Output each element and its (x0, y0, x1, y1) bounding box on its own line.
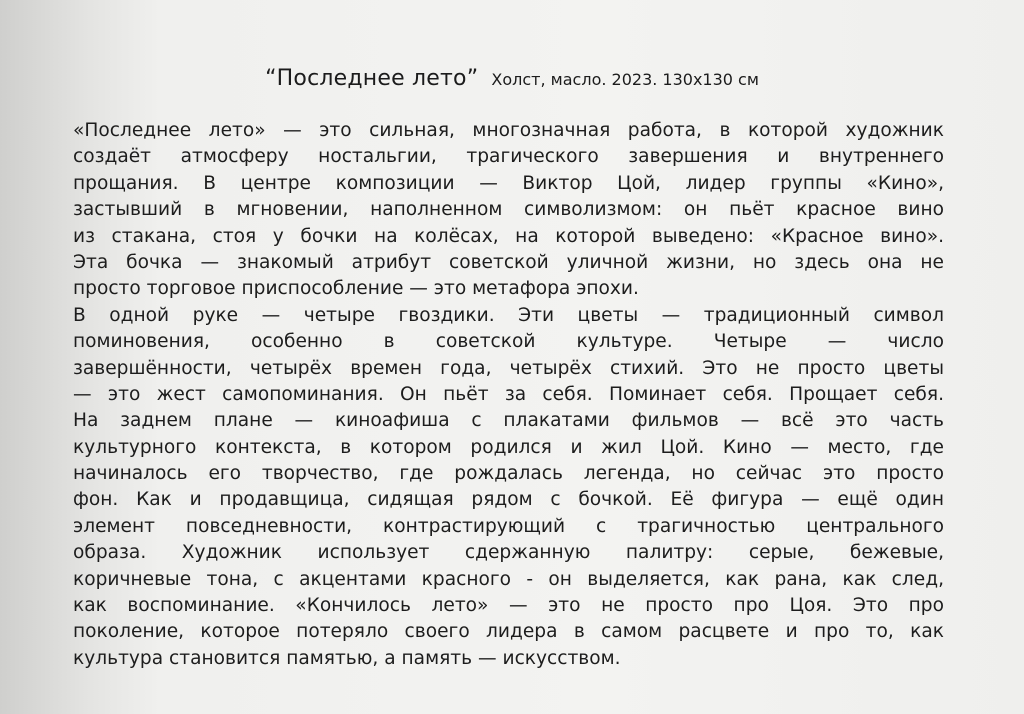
text-line: В одной руке — четыре гвоздики. Эти цветы — традиционный символ (73, 304, 944, 326)
text-line: прощания. В центре композиции — Виктор Цой, лидер группы «Кино», (73, 172, 944, 194)
text-line: — это жест самопоминания. Он пьёт за себя. Поминает себя. Прощает себя. (73, 383, 944, 405)
artwork-details: Холст, масло. 2023. 130х130 см (491, 70, 759, 89)
placard-header (0, 66, 1024, 91)
text-line: культура становится памятью, а память — искусством. (73, 647, 621, 669)
text-line: поколение, которое потеряло своего лидера в самом расцвете и про то, как (73, 621, 944, 643)
text-line: образа. Художник использует сдержанную палитру: серые, бежевые, (73, 542, 944, 564)
artwork-title: “Последнее лето” (265, 66, 479, 91)
text-line: завершённости, четырёх времен года, четырёх стихий. Это не просто цветы (73, 357, 944, 379)
text-line: из стакана, стоя у бочки на колёсах, на которой выведено: «Красное вино». (73, 225, 944, 247)
text-line: просто торговое приспособление — это метафора эпохи. (73, 278, 639, 300)
text-line: элемент повседневности, контрастирующий с трагичностью центрального (73, 515, 944, 537)
text-line: культурного контекста, в котором родился и жил Цой. Кино — место, где (73, 436, 944, 458)
text-line: коричневые тона, с акцентами красного - он выделяется, как рана, как след, (73, 568, 944, 590)
text-line: застывший в мгновении, наполненном символизмом: он пьёт красное вино (73, 199, 944, 221)
text-line: На заднем плане — киноафиша с плакатами фильмов — всё это часть (73, 410, 944, 432)
text-line: как воспоминание. «Кончилось лето» — это не просто про Цоя. Это про (73, 595, 944, 617)
text-line: поминовения, особенно в советской культуре. Четыре — число (73, 331, 944, 353)
artwork-description (73, 118, 944, 672)
text-line: «Последнее лето» — это сильная, многозначная работа, в которой художник (73, 120, 944, 141)
text-line: фон. Как и продавщица, сидящая рядом с бочкой. Её фигура — ещё один (73, 489, 944, 511)
text-line: Эта бочка — знакомый атрибут советской уличной жизни, но здесь она не (73, 251, 944, 273)
text-line: создаёт атмосферу ностальгии, трагического завершения и внутреннего (73, 146, 944, 168)
text-line: начиналось его творчество, где рождалась легенда, но сейчас это просто (73, 463, 944, 485)
